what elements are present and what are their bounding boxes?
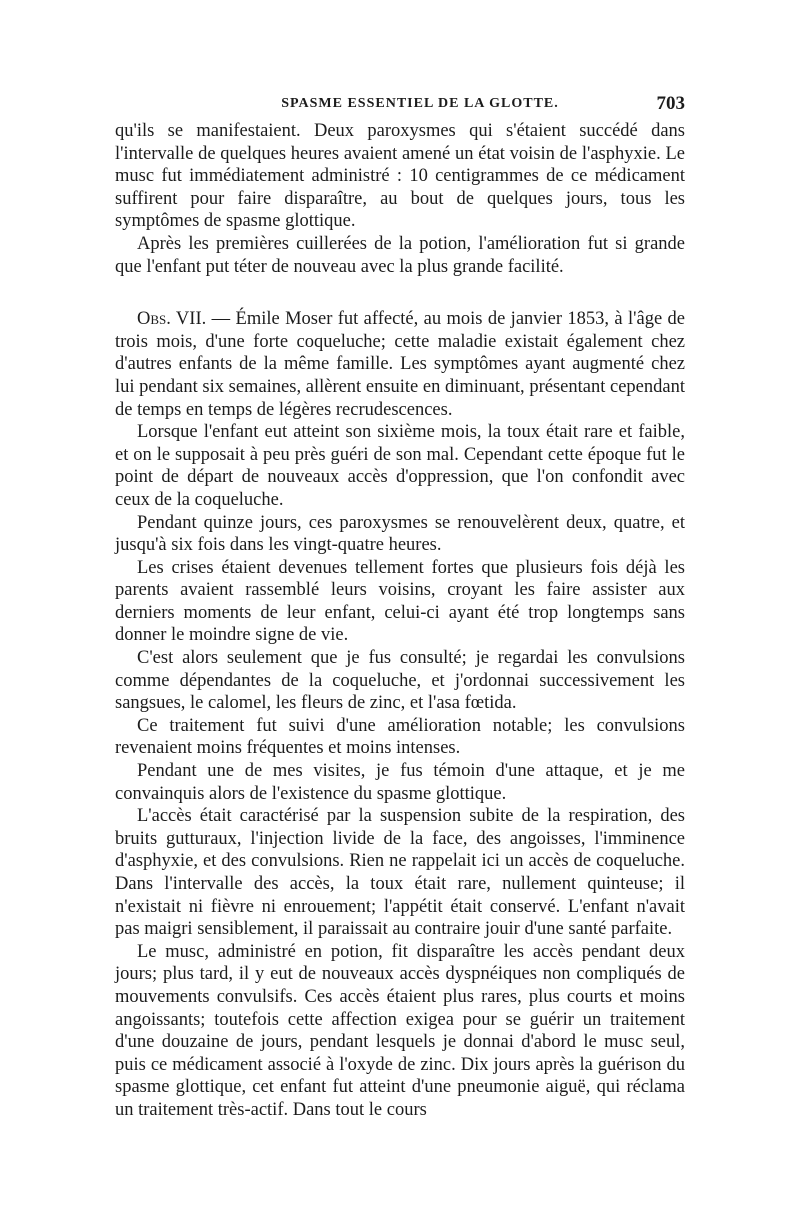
- running-title: SPASME ESSENTIEL DE LA GLOTTE.: [281, 96, 559, 111]
- paragraph-consulted: C'est alors seulement que je fus consulté; je regardai les convulsions comme dépendantes de la coqueluche, et j'ordonnai successivement les sangsues, le calomel, les fleurs de zinc, et l'asa fœtida.: [115, 648, 685, 714]
- paragraph-potion: Après les premières cuillerées de la potion, l'amélioration fut si grande que l'enfant put téter de nouveau avec la plus grande facilité.: [115, 233, 685, 277]
- book-page: [115, 88, 685, 1122]
- paragraph-treatment: Ce traitement fut suivi d'une amélioration notable; les convulsions revenaient moins fréquentes et moins intenses.: [115, 715, 685, 759]
- paragraph-sixth-month: Lorsque l'enfant eut atteint son sixième mois, la toux était rare et faible, et on le supposait à peu près guéri de son mal. Cependant cette époque fut le point de départ de nouveaux accès d'oppression, que l'on confondit avec ceux de la coqueluche.: [115, 422, 685, 510]
- section-gap: [115, 278, 685, 308]
- paragraph-observation-vii: [115, 308, 685, 421]
- running-head: [115, 88, 685, 120]
- paragraph-fifteen-days: Pendant quinze jours, ces paroxysmes se renouvelèrent deux, quatre, et jusqu'à six fois dans les vingt-quatre heures.: [115, 512, 685, 556]
- page-number: 703: [656, 93, 685, 114]
- paragraph-crises: Les crises étaient devenues tellement fortes que plusieurs fois déjà les parents avaient rassemblé leurs voisins, croyant les faire assister aux derniers moments de leur enfant, celui-ci ayant été trop longtemps sans donner le moindre signe de vie.: [115, 557, 685, 646]
- observation-label: Obs. VII. —: [137, 309, 231, 330]
- paragraph-visit: Pendant une de mes visites, je fus témoin d'une attaque, et je me convainquis alors de l'existence du spasme glottique.: [115, 761, 685, 804]
- observation-text: Émile Moser fut affecté, au mois de janvier 1853, à l'âge de trois mois, d'une forte coqueluche; cette maladie existait également chez d'autres enfants de la même famille. Les symptômes ayant augmenté chez lui pendant six semaines, allèrent ensuite en diminuant, présentant cependant de temps en temps de légères recrudescences.: [115, 309, 686, 420]
- paragraph-continuation: qu'ils se manifestaient. Deux paroxysmes qui s'étaient succédé dans l'intervalle de quelques heures avaient amené un état voisin de l'asphyxie. Le musc fut immédiatement administré : 10 centigrammes de ce médicament suffirent pour faire disparaître, au bout de quelques jours, tous les symptômes de spasme glottique.: [115, 121, 685, 232]
- paragraph-access: L'accès était caractérisé par la suspension subite de la respiration, des bruits gutturaux, l'injection livide de la face, des angoisses, l'imminence d'asphyxie, et des convulsions. Rien ne rappelait ici un accès de coqueluche. Dans l'intervalle des accès, la toux était rare, nullement quinteuse; il n'existait ni fièvre ni enrouement; l'appétit était conservé. L'enfant n'avait pas maigri sensiblement, il paraissait au contraire jouir d'une santé parfaite.: [115, 806, 685, 940]
- paragraph-musc: Le musc, administré en potion, fit disparaître les accès pendant deux jours; plus tard, il y eut de nouveaux accès dyspnéiques non compliqués de mouvements convulsifs. Ces accès étaient plus rares, plus courts et moins angoissants; toutefois cette affection exigea pour se guérir un traitement d'une douzaine de jours, pendant lesquels je donnai d'abord le musc seul, puis ce médicament associé à l'oxyde de zinc. Dix jours après la guérison du spasme glottique, cet enfant fut atteint d'une pneumonie aiguë, qui réclama un traitement très-actif. Dans tout le cours: [115, 941, 685, 1120]
